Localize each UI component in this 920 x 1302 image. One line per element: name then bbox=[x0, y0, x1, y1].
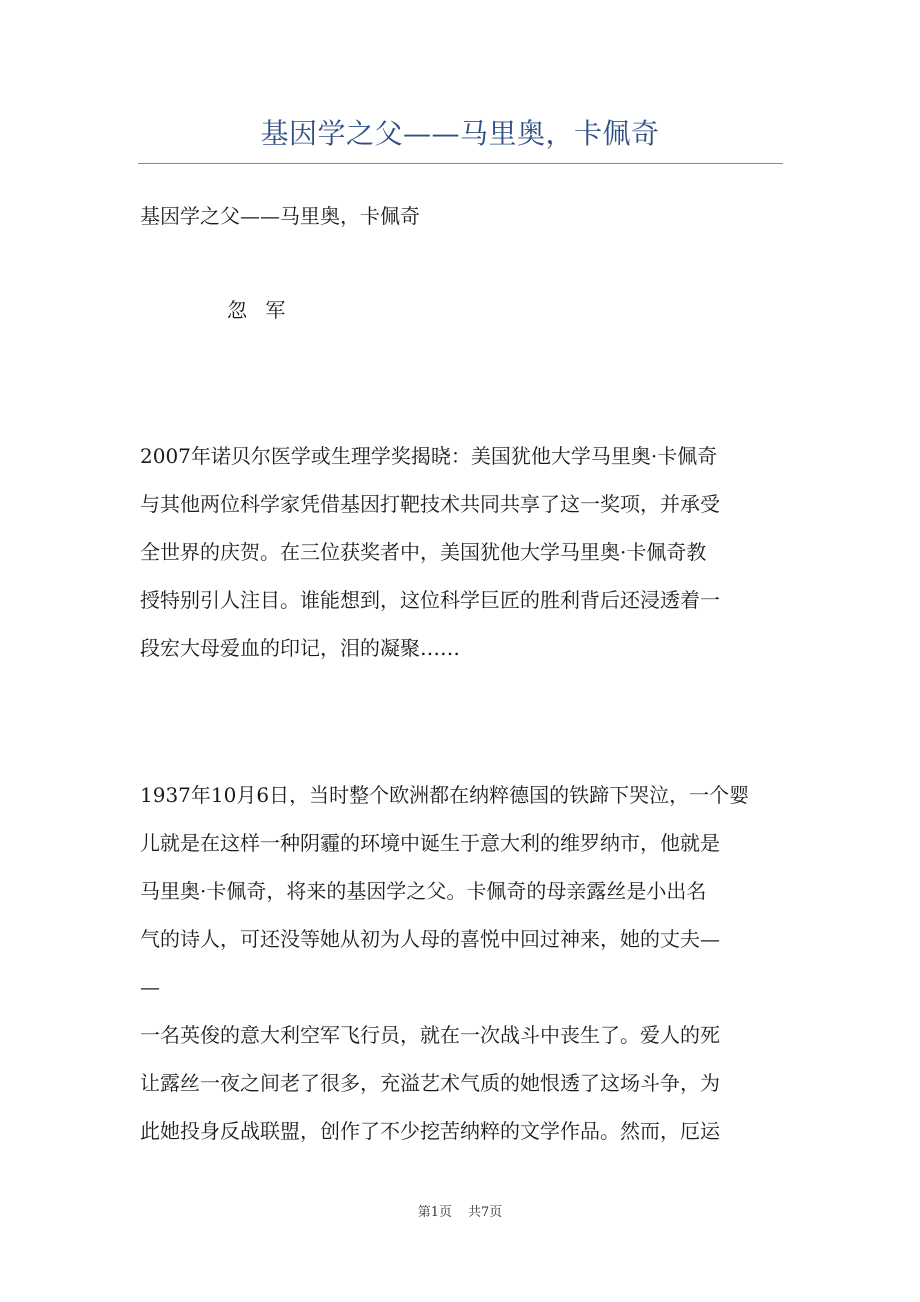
paragraph-line: 段宏大母爱血的印记，泪的凝聚…… bbox=[140, 636, 460, 660]
page-footer bbox=[0, 1203, 920, 1223]
page-count: 共7页 bbox=[468, 1205, 503, 1220]
paragraph-line: — bbox=[140, 975, 160, 999]
paragraph-line: 气的诗人，可还没等她从初为人母的喜悦中回过神来，她的丈夫— bbox=[140, 927, 720, 951]
paragraph-line: 1937年10月6日，当时整个欧洲都在纳粹德国的铁蹄下哭泣，一个婴 bbox=[140, 783, 750, 807]
paragraph-2 bbox=[140, 771, 780, 1011]
paragraph-line: 与其他两位科学家凭借基因打靶技术共同共享了这一奖项，并承受 bbox=[140, 492, 720, 516]
page-title: 基因学之父——马里奥，卡佩奇 bbox=[260, 117, 660, 150]
paragraph-line: 全世界的庆贺。在三位获奖者中，美国犹他大学马里奥·卡佩奇教 bbox=[140, 540, 707, 564]
paragraph-1 bbox=[140, 432, 780, 672]
paragraph-3 bbox=[140, 1011, 780, 1155]
paragraph-line: 此她投身反战联盟，创作了不少挖苦纳粹的文学作品。然而，厄运 bbox=[140, 1119, 720, 1143]
title-divider bbox=[138, 163, 783, 164]
paragraph-line: 马里奥·卡佩奇，将来的基因学之父。卡佩奇的母亲露丝是小出名 bbox=[140, 879, 707, 903]
paragraph-line: 让露丝一夜之间老了很多，充溢艺术气质的她恨透了这场斗争，为 bbox=[140, 1071, 720, 1095]
page-number: 第1页 bbox=[417, 1205, 452, 1220]
paragraph-line: 授特别引人注目。谁能想到，这位科学巨匠的胜利背后还浸透着一 bbox=[140, 588, 720, 612]
article-author: 忽 军 bbox=[227, 298, 292, 322]
article-subtitle: 基因学之父——马里奥，卡佩奇 bbox=[140, 204, 420, 228]
paragraph-line: 一名英俊的意大利空军飞行员，就在一次战斗中丧生了。爱人的死 bbox=[140, 1023, 720, 1047]
paragraph-line: 儿就是在这样一种阴霾的环境中诞生于意大利的维罗纳市，他就是 bbox=[140, 831, 720, 855]
paragraph-line: 2007年诺贝尔医学或生理学奖揭晓：美国犹他大学马里奥·卡佩奇 bbox=[140, 444, 718, 468]
